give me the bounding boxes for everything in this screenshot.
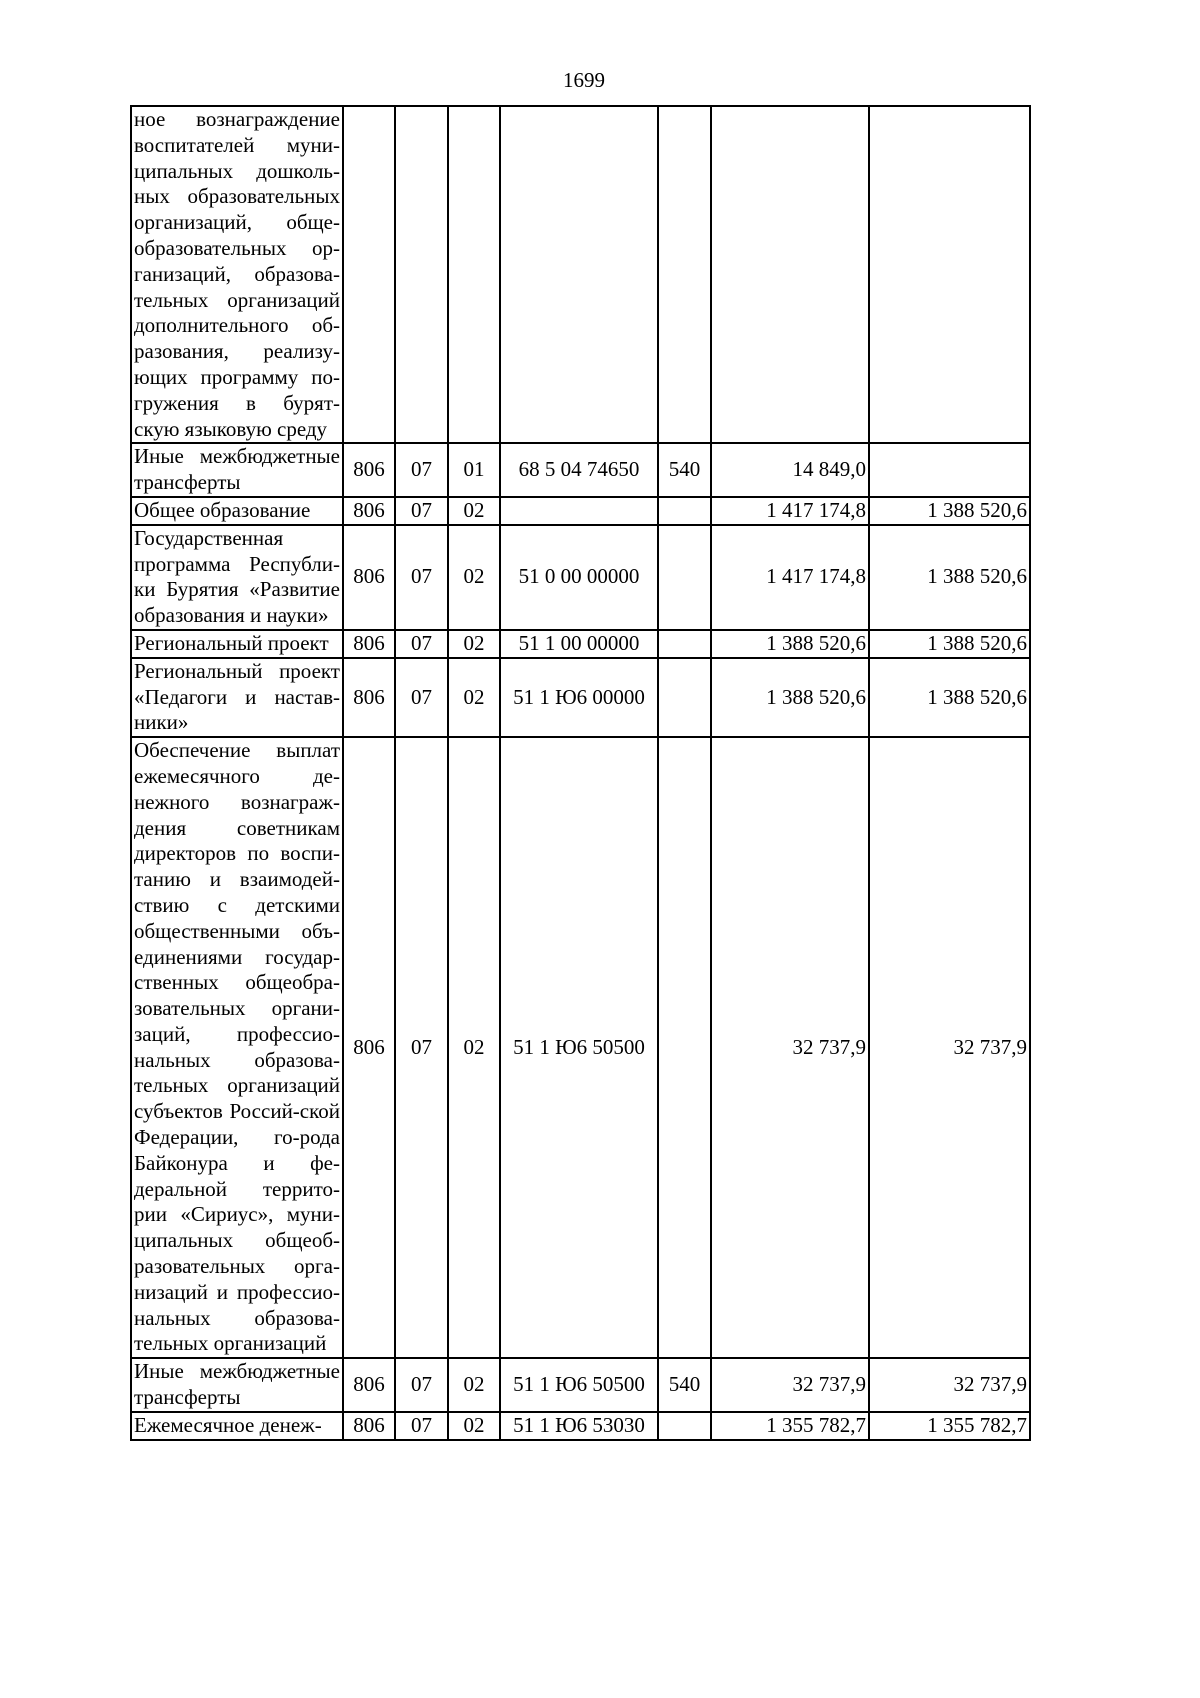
cell-sum-1: 32 737,9 xyxy=(711,1358,869,1412)
cell-sum-2: 1 388 520,6 xyxy=(869,630,1030,658)
cell-csr: 51 1 Ю6 00000 xyxy=(500,658,658,737)
cell-csr: 51 1 Ю6 50500 xyxy=(500,1358,658,1412)
cell-rz: 07 xyxy=(395,630,448,658)
cell-csr xyxy=(500,497,658,525)
cell-vr: 540 xyxy=(658,1358,711,1412)
cell-pr: 02 xyxy=(448,497,500,525)
cell-gr: 806 xyxy=(343,630,395,658)
budget-table xyxy=(130,105,1031,1441)
cell-sum-2: 1 388 520,6 xyxy=(869,525,1030,630)
page-number: 1699 xyxy=(563,68,605,92)
cell-csr xyxy=(500,106,658,443)
row-name: Региональный проект «Педагоги и настав-ники» xyxy=(131,658,343,737)
cell-gr: 806 xyxy=(343,1358,395,1412)
table-row xyxy=(131,737,1030,1358)
cell-vr xyxy=(658,737,711,1358)
cell-gr: 806 xyxy=(343,1412,395,1440)
cell-pr: 02 xyxy=(448,658,500,737)
cell-sum-1: 14 849,0 xyxy=(711,443,869,497)
table-row xyxy=(131,658,1030,737)
cell-sum-2 xyxy=(869,106,1030,443)
cell-gr: 806 xyxy=(343,737,395,1358)
table-row xyxy=(131,630,1030,658)
cell-rz xyxy=(395,106,448,443)
cell-vr xyxy=(658,1412,711,1440)
table-row xyxy=(131,525,1030,630)
cell-csr: 68 5 04 74650 xyxy=(500,443,658,497)
cell-gr: 806 xyxy=(343,658,395,737)
row-name: Иные межбюджетные трансферты xyxy=(131,443,343,497)
cell-sum-2: 32 737,9 xyxy=(869,737,1030,1358)
cell-rz: 07 xyxy=(395,737,448,1358)
cell-rz: 07 xyxy=(395,658,448,737)
cell-vr xyxy=(658,525,711,630)
cell-csr: 51 1 Ю6 50500 xyxy=(500,737,658,1358)
cell-sum-2: 1 388 520,6 xyxy=(869,497,1030,525)
cell-gr: 806 xyxy=(343,497,395,525)
row-name: Иные межбюджетные трансферты xyxy=(131,1358,343,1412)
cell-sum-1: 1 388 520,6 xyxy=(711,658,869,737)
row-name: Ежемесячное денеж- xyxy=(131,1412,343,1440)
cell-gr xyxy=(343,106,395,443)
cell-pr: 02 xyxy=(448,1412,500,1440)
table-row xyxy=(131,1412,1030,1440)
table-row xyxy=(131,443,1030,497)
cell-sum-2: 32 737,9 xyxy=(869,1358,1030,1412)
table-row xyxy=(131,497,1030,525)
cell-pr: 02 xyxy=(448,1358,500,1412)
cell-sum-2: 1 355 782,7 xyxy=(869,1412,1030,1440)
cell-csr: 51 1 Ю6 53030 xyxy=(500,1412,658,1440)
cell-vr: 540 xyxy=(658,443,711,497)
cell-vr xyxy=(658,630,711,658)
row-name: ное вознаграждение воспитателей муни-ципальных дошколь-ных образовательных организаций, обще-образовательных ор-ганизаций, образова-тельных организаций дополнительного об-разования, реализу-ющих программу по-гружения в бурят-скую языковую среду xyxy=(131,106,343,443)
cell-rz: 07 xyxy=(395,525,448,630)
cell-gr: 806 xyxy=(343,525,395,630)
cell-sum-1: 1 388 520,6 xyxy=(711,630,869,658)
cell-vr xyxy=(658,658,711,737)
cell-sum-1: 32 737,9 xyxy=(711,737,869,1358)
cell-vr xyxy=(658,497,711,525)
cell-csr: 51 1 00 00000 xyxy=(500,630,658,658)
row-name: Региональный проект xyxy=(131,630,343,658)
row-name: Государственная программа Республи-ки Бурятия «Развитие образования и науки» xyxy=(131,525,343,630)
cell-rz: 07 xyxy=(395,497,448,525)
table-row xyxy=(131,106,1030,443)
cell-pr xyxy=(448,106,500,443)
cell-pr: 01 xyxy=(448,443,500,497)
cell-pr: 02 xyxy=(448,737,500,1358)
cell-sum-1: 1 417 174,8 xyxy=(711,525,869,630)
cell-sum-1: 1 355 782,7 xyxy=(711,1412,869,1440)
cell-sum-2: 1 388 520,6 xyxy=(869,658,1030,737)
table-row xyxy=(131,1358,1030,1412)
cell-rz: 07 xyxy=(395,443,448,497)
cell-rz: 07 xyxy=(395,1412,448,1440)
row-name: Общее образование xyxy=(131,497,343,525)
cell-rz: 07 xyxy=(395,1358,448,1412)
cell-gr: 806 xyxy=(343,443,395,497)
cell-pr: 02 xyxy=(448,525,500,630)
cell-sum-2 xyxy=(869,443,1030,497)
row-name: Обеспечение выплат ежемесячного де-нежного вознаграж-дения советникам директоров по воспи-танию и взаимодей-ствию с детскими общественными объ-единениями государ-ственных общеобра-зовательных органи-заций, профессио-нальных образова-тельных организаций субъектов Россий-ской Федерации, го-рода Байконура и фе-деральной террито-рии «Сириус», муни-ципальных общеоб-разовательных орга-низаций и профессио-нальных образова-тельных организаций xyxy=(131,737,343,1358)
cell-pr: 02 xyxy=(448,630,500,658)
cell-sum-1: 1 417 174,8 xyxy=(711,497,869,525)
cell-csr: 51 0 00 00000 xyxy=(500,525,658,630)
cell-vr xyxy=(658,106,711,443)
cell-sum-1 xyxy=(711,106,869,443)
